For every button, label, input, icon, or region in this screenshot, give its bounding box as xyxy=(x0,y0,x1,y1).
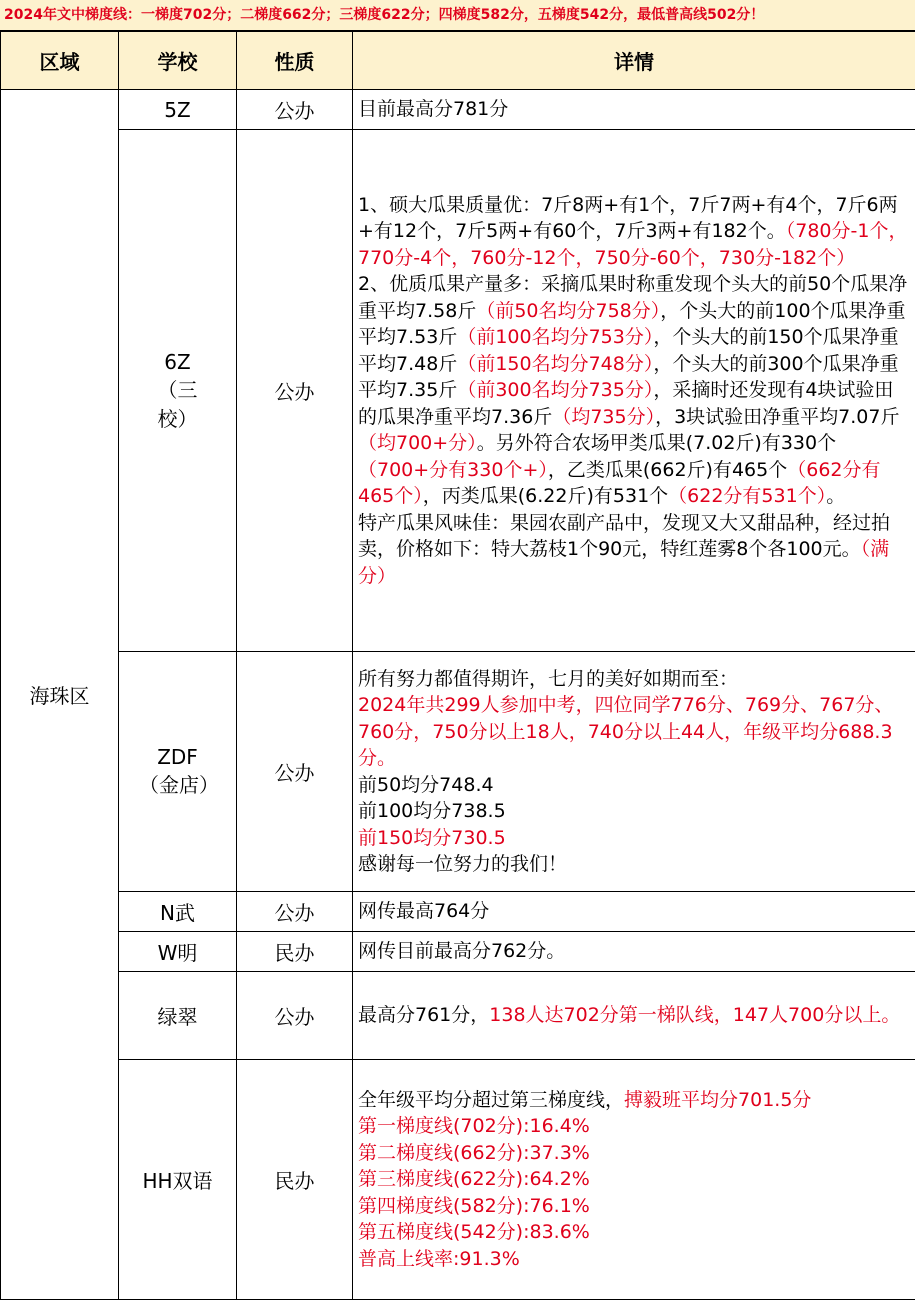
details-text: 感谢每一位努力的我们！ xyxy=(358,853,567,875)
highlight-text: （622分有531个） xyxy=(668,485,826,507)
details-cell xyxy=(353,892,915,932)
details-line xyxy=(358,666,909,693)
highlight-text: （780分-1个，770分-4个，760分-12个，750分-60个，730分-182个） xyxy=(358,220,907,269)
details-line xyxy=(358,772,909,799)
details-line xyxy=(358,825,909,852)
results-table xyxy=(0,31,915,1300)
highlight-text: （均735分） xyxy=(552,406,655,428)
table-row xyxy=(1,932,915,972)
school-cell: HH双语 xyxy=(119,1060,237,1300)
highlight-text: （前150名均分748分） xyxy=(457,353,653,375)
highlight-text: （前100名均分753分） xyxy=(457,326,653,348)
details-line xyxy=(358,1140,909,1167)
highlight-text: （前50名均分758分） xyxy=(476,300,660,322)
details-text: ，个头大的前150个瓜果净重平均7.48斤 xyxy=(358,326,899,375)
details-text: 网传最高764分 xyxy=(358,900,489,922)
details-text: ，3块试验田净重平均7.07斤 xyxy=(655,406,899,428)
highlight-text: （前300名均分735分） xyxy=(457,379,653,401)
details-line xyxy=(358,96,909,123)
details-text: 全年级平均分超过第三梯度线， xyxy=(358,1089,624,1111)
highlight-text: （700+分有330个+） xyxy=(358,459,548,481)
details-line xyxy=(358,938,909,965)
school-cell: N武 xyxy=(119,892,237,932)
highlight-text: 第四梯度线(582分):76.1% xyxy=(358,1195,590,1217)
header-nature: 性质 xyxy=(237,32,353,90)
details-text: 。 xyxy=(826,485,845,507)
school-cell: W明 xyxy=(119,932,237,972)
details-line xyxy=(358,1193,909,1220)
highlight-text: 搏毅班平均分701.5分 xyxy=(624,1089,811,1111)
details-text: 2、优质瓜果产量多：采摘瓜果时称重发现个头大的前50个瓜果净重平均7.58斤 xyxy=(358,273,907,322)
table-row xyxy=(1,90,915,130)
details-text: ，采摘时还发现有4块试验田的瓜果净重平均7.36斤 xyxy=(358,379,893,428)
table-row xyxy=(1,130,915,652)
details-cell xyxy=(353,652,915,892)
details-text: 前50均分748.4 xyxy=(358,774,494,796)
nature-cell: 公办 xyxy=(237,972,353,1060)
highlight-text: 2024年共299人参加中考，四位同学776分、769分、767分、760分，750分以上18人，740分以上44人，年级平均分688.3分。 xyxy=(358,694,893,769)
highlight-text: 第一梯度线(702分):16.4% xyxy=(358,1115,590,1137)
nature-cell: 公办 xyxy=(237,130,353,652)
highlight-text: 前150均分730.5 xyxy=(358,827,506,849)
nature-cell: 民办 xyxy=(237,932,353,972)
details-line xyxy=(358,271,909,510)
details-line xyxy=(358,192,909,272)
details-text: 最高分761分， xyxy=(358,1004,489,1026)
nature-cell: 公办 xyxy=(237,90,353,130)
details-line xyxy=(358,851,909,878)
highlight-text: （满分） xyxy=(358,538,889,587)
details-line xyxy=(358,510,909,590)
details-text: 。另外符合农场甲类瓜果(7.02斤)有330个 xyxy=(477,432,836,454)
highlight-text: 第五梯度线(542分):83.6% xyxy=(358,1221,590,1243)
details-text: 目前最高分781分 xyxy=(358,98,508,120)
highlight-text: 第三梯度线(622分):64.2% xyxy=(358,1168,590,1190)
details-line xyxy=(358,1087,909,1114)
details-text: ，个头大的前300个瓜果净重平均7.35斤 xyxy=(358,353,899,402)
highlight-text: 138人达702分第一梯队线，147人700分以上。 xyxy=(489,1004,900,1026)
school-cell: 5Z xyxy=(119,90,237,130)
details-text: ，乙类瓜果(662斤)有465个 xyxy=(548,459,787,481)
details-text: ，丙类瓜果(6.22斤)有531个 xyxy=(423,485,668,507)
school-cell: 绿翠 xyxy=(119,972,237,1060)
school-cell: 6Z（三校） xyxy=(119,130,237,652)
nature-cell: 公办 xyxy=(237,892,353,932)
details-text: 网传目前最高分762分。 xyxy=(358,940,565,962)
highlight-text: （均700+分） xyxy=(358,432,477,454)
details-line xyxy=(358,798,909,825)
details-text: 所有努力都值得期许，七月的美好如期而至： xyxy=(358,668,738,690)
details-cell xyxy=(353,90,915,130)
region-cell: 海珠区 xyxy=(1,90,119,1300)
details-line xyxy=(358,692,909,772)
details-line xyxy=(358,1166,909,1193)
details-line xyxy=(358,1113,909,1140)
details-text: 特产瓜果风味佳：果园农副产品中，发现又大又甜品种，经过拍卖，价格如下：特大荔枝1个90元，特红莲雾8个各100元。 xyxy=(358,512,890,561)
details-line xyxy=(358,1002,909,1029)
details-cell xyxy=(353,130,915,652)
details-text: 前100均分738.5 xyxy=(358,800,506,822)
table-header-row xyxy=(1,32,915,90)
school-cell: ZDF（金店） xyxy=(119,652,237,892)
nature-cell: 公办 xyxy=(237,652,353,892)
highlight-text: 第二梯度线(662分):37.3% xyxy=(358,1142,590,1164)
nature-cell: 民办 xyxy=(237,1060,353,1300)
details-line xyxy=(358,898,909,925)
header-details: 详情 xyxy=(353,32,915,90)
score-line-banner: 2024年文中梯度线：一梯度702分；二梯度662分；三梯度622分；四梯度582分，五梯度542分，最低普高线502分！ xyxy=(0,0,915,31)
highlight-text: （662分有465个） xyxy=(358,459,881,508)
details-cell xyxy=(353,972,915,1060)
table-row xyxy=(1,892,915,932)
table-row xyxy=(1,972,915,1060)
details-text: 1、硕大瓜果质量优：7斤8两+有1个，7斤7两+有4个，7斤6两+有12个，7斤5两+有60个，7斤3两+有182个。 xyxy=(358,194,898,243)
details-cell xyxy=(353,932,915,972)
header-region: 区域 xyxy=(1,32,119,90)
details-line xyxy=(358,1246,909,1273)
table-row xyxy=(1,652,915,892)
table-row xyxy=(1,1060,915,1300)
header-school: 学校 xyxy=(119,32,237,90)
details-line xyxy=(358,1219,909,1246)
details-text: ，个头大的前100个瓜果净重平均7.53斤 xyxy=(358,300,906,349)
highlight-text: 普高上线率:91.3% xyxy=(358,1248,520,1270)
details-cell xyxy=(353,1060,915,1300)
